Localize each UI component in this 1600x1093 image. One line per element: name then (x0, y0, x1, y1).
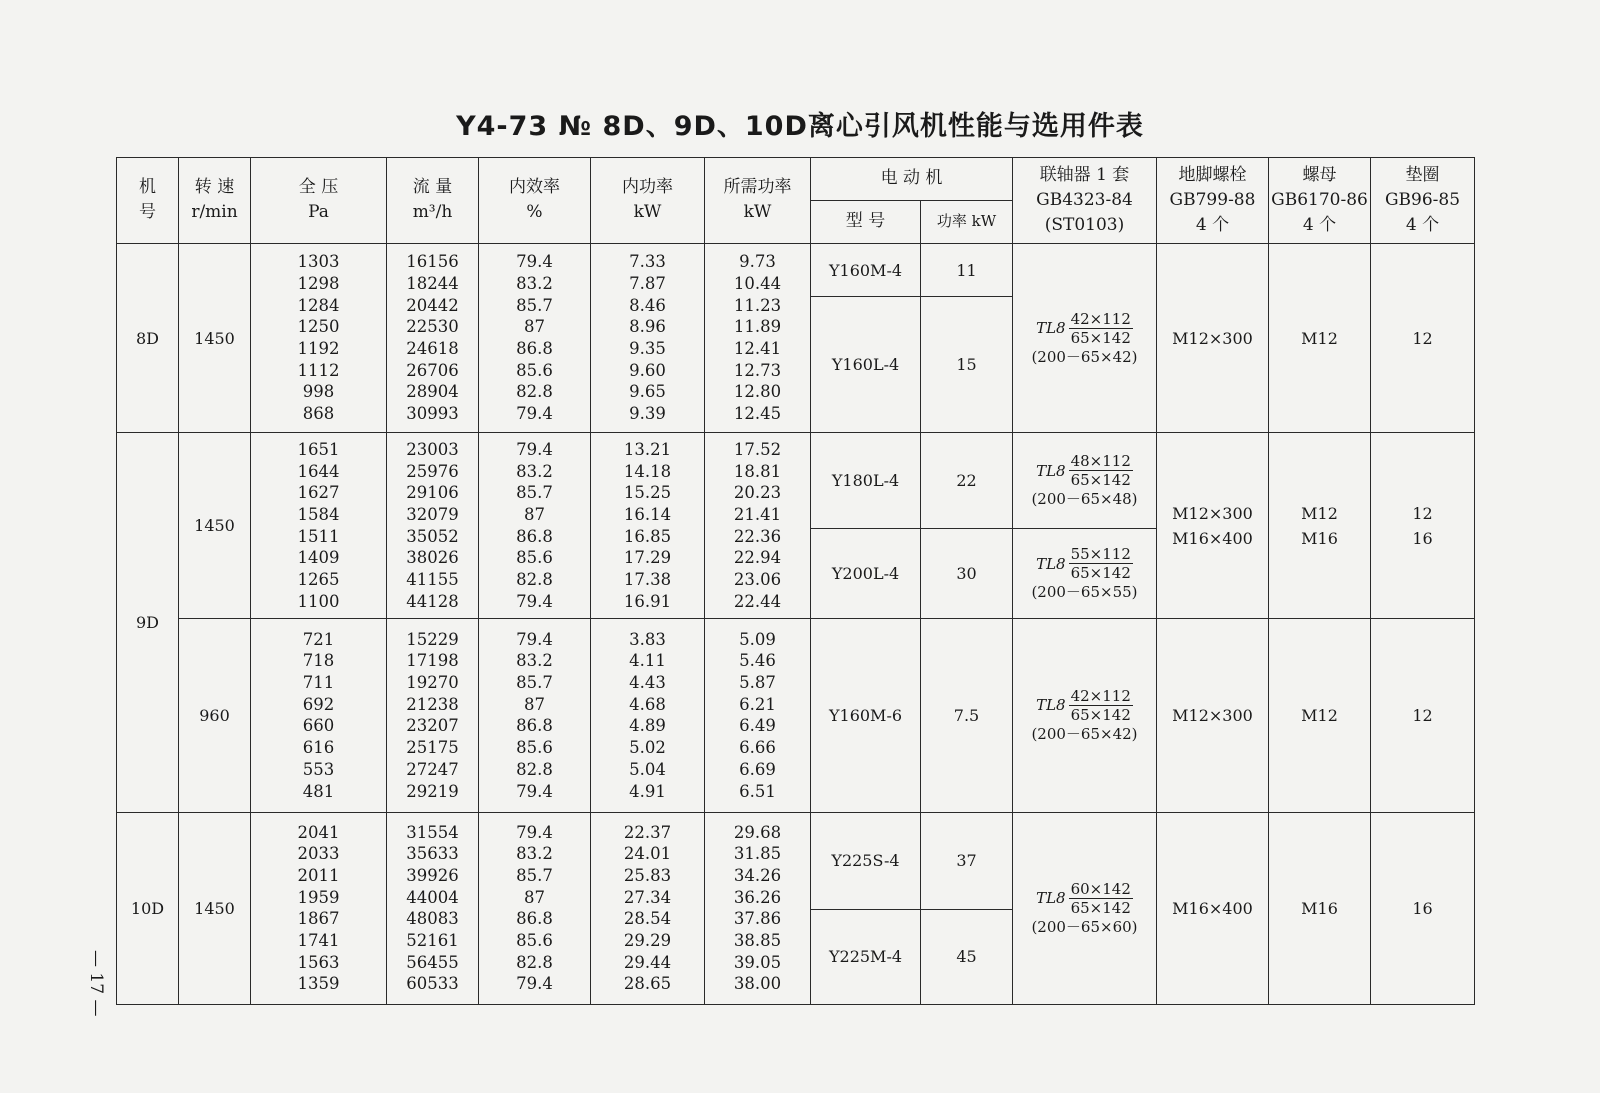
cell-value: 17198 (406, 651, 459, 671)
cell-efficiency (479, 433, 591, 619)
cell-washer: 12 (1371, 243, 1475, 432)
cell-value: 12.45 (733, 404, 782, 424)
cell-value: 85.7 (516, 295, 553, 315)
cell-value: 18244 (406, 273, 459, 293)
cell-value: 23003 (406, 439, 459, 459)
cell-flow (387, 433, 479, 619)
header-flow: 流 量 m³/h (387, 158, 479, 244)
cell-inner-power (591, 619, 705, 812)
cell-value: 6.66 (739, 738, 776, 758)
header-coupling: 联轴器 1 套 GB4323-84 (ST0103) (1013, 158, 1157, 244)
cell-required-power (705, 619, 811, 812)
cell-bolt: M12×300 (1157, 619, 1269, 812)
cell-value: 1651 (297, 439, 340, 459)
cell-nut: M16 (1269, 812, 1371, 1004)
cell-value: 3.83 (629, 629, 666, 649)
cell-value: 83.2 (516, 844, 553, 864)
cell-inner-power (591, 812, 705, 1004)
cell-value: 711 (302, 673, 335, 693)
cell-value: 25175 (406, 738, 459, 758)
cell-required-power (705, 812, 811, 1004)
header-jihao: 机 号 (117, 158, 179, 244)
cell-value: 37.86 (733, 909, 782, 929)
cell-value: 48083 (406, 909, 459, 929)
cell-value: 85.7 (516, 483, 553, 503)
cell-flow (387, 812, 479, 1004)
cell-value: 6.51 (739, 781, 776, 801)
cell-value: 79.4 (516, 822, 553, 842)
cell-motor-model: Y160L-4 (811, 297, 921, 433)
header-motor-power: 功率 kW (921, 200, 1013, 243)
cell-value: 1409 (297, 548, 340, 568)
cell-nut: M12 (1269, 243, 1371, 432)
cell-value: 29.44 (623, 952, 672, 972)
cell-value: 86.8 (516, 526, 553, 546)
cell-value: 5.02 (629, 738, 666, 758)
cell-motor-power: 15 (921, 297, 1013, 433)
cell-jihao: 9D (117, 433, 179, 813)
cell-value: 2041 (297, 822, 340, 842)
cell-value: 20442 (406, 295, 459, 315)
table-row (117, 619, 1475, 812)
cell-value: 35052 (406, 526, 459, 546)
cell-value: 38.85 (733, 931, 782, 951)
cell-value: 87 (524, 694, 545, 714)
cell-value: 12.80 (733, 382, 782, 402)
cell-value: 38.00 (733, 974, 782, 994)
cell-value: 1741 (297, 931, 340, 951)
header-motor: 电 动 机 (811, 158, 1013, 201)
cell-inner-power (591, 243, 705, 432)
cell-motor-model: Y225S-4 (811, 812, 921, 909)
cell-bolt: M12×300 M16×400 (1157, 433, 1269, 619)
cell-speed: 1450 (179, 433, 251, 619)
cell-pressure (251, 812, 387, 1004)
table-row (117, 433, 1475, 529)
cell-pressure (251, 243, 387, 432)
cell-value: 5.46 (739, 651, 776, 671)
cell-inner-power (591, 433, 705, 619)
cell-efficiency (479, 619, 591, 812)
cell-value: 1644 (297, 461, 340, 481)
cell-value: 82.8 (516, 952, 553, 972)
cell-value: 22.37 (623, 822, 672, 842)
cell-value: 10.44 (733, 273, 782, 293)
cell-value: 86.8 (516, 716, 553, 736)
cell-required-power (705, 433, 811, 619)
cell-value: 1511 (297, 526, 340, 546)
cell-value: 11.23 (733, 295, 782, 315)
cell-value: 31.85 (733, 844, 782, 864)
cell-value: 35633 (406, 844, 459, 864)
cell-washer: 12 16 (1371, 433, 1475, 619)
cell-value: 1627 (297, 483, 340, 503)
cell-value: 1563 (297, 952, 340, 972)
cell-value: 82.8 (516, 382, 553, 402)
cell-value: 9.39 (629, 404, 666, 424)
cell-bolt: M12×300 (1157, 243, 1269, 432)
cell-value: 718 (302, 651, 335, 671)
cell-motor-power: 30 (921, 529, 1013, 619)
cell-value: 22530 (406, 317, 459, 337)
cell-value: 85.6 (516, 548, 553, 568)
cell-value: 2033 (297, 844, 340, 864)
cell-value: 29.68 (733, 822, 782, 842)
cell-value: 1265 (297, 570, 340, 590)
cell-motor-model: Y160M-6 (811, 619, 921, 812)
page-title: Y4-73 № 8D、9D、10D离心引风机性能与选用件表 (456, 111, 1144, 142)
cell-value: 79.4 (516, 781, 553, 801)
cell-value: 38026 (406, 548, 459, 568)
cell-value: 6.69 (739, 759, 776, 779)
cell-value: 1192 (297, 339, 340, 359)
cell-value: 86.8 (516, 339, 553, 359)
cell-value: 29.29 (623, 931, 672, 951)
cell-required-power (705, 243, 811, 432)
cell-value: 28.54 (623, 909, 672, 929)
cell-value: 17.38 (623, 570, 672, 590)
cell-jihao: 10D (117, 812, 179, 1004)
cell-value: 82.8 (516, 570, 553, 590)
cell-value: 4.89 (629, 716, 666, 736)
cell-value: 44128 (406, 591, 459, 611)
cell-value: 1359 (297, 974, 340, 994)
cell-value: 85.6 (516, 360, 553, 380)
cell-value: 25976 (406, 461, 459, 481)
cell-value: 868 (302, 404, 335, 424)
cell-value: 39926 (406, 865, 459, 885)
cell-value: 18.81 (733, 461, 782, 481)
cell-value: 616 (302, 738, 335, 758)
header-inner-power: 内功率 kW (591, 158, 705, 244)
cell-value: 1250 (297, 317, 340, 337)
cell-value: 30993 (406, 404, 459, 424)
cell-value: 5.87 (739, 673, 776, 693)
cell-value: 15.25 (623, 483, 672, 503)
cell-value: 4.91 (629, 781, 666, 801)
cell-value: 2011 (297, 865, 340, 885)
cell-value: 553 (302, 759, 335, 779)
cell-value: 23207 (406, 716, 459, 736)
cell-motor-model: Y225M-4 (811, 909, 921, 1004)
cell-value: 14.18 (623, 461, 672, 481)
cell-value: 16.14 (623, 505, 672, 525)
cell-value: 16156 (406, 252, 459, 272)
cell-value: 39.05 (733, 952, 782, 972)
header-pressure: 全 压 Pa (251, 158, 387, 244)
cell-value: 6.49 (739, 716, 776, 736)
cell-value: 1959 (297, 887, 340, 907)
cell-value: 79.4 (516, 404, 553, 424)
cell-flow (387, 619, 479, 812)
header-washer: 垫圈 GB96-85 4 个 (1371, 158, 1475, 244)
cell-motor-model: Y200L-4 (811, 529, 921, 619)
cell-value: 1298 (297, 273, 340, 293)
cell-value: 4.43 (629, 673, 666, 693)
cell-value: 85.7 (516, 673, 553, 693)
header-motor-model: 型 号 (811, 200, 921, 243)
cell-value: 24618 (406, 339, 459, 359)
cell-value: 9.65 (629, 382, 666, 402)
cell-value: 32079 (406, 505, 459, 525)
cell-flow (387, 243, 479, 432)
cell-value: 21.41 (733, 505, 782, 525)
cell-value: 23.06 (733, 570, 782, 590)
cell-value: 5.04 (629, 759, 666, 779)
cell-value: 31554 (406, 822, 459, 842)
cell-value: 12.41 (733, 339, 782, 359)
cell-speed: 960 (179, 619, 251, 812)
cell-washer: 16 (1371, 812, 1475, 1004)
page-number: — 17 — (86, 950, 106, 1017)
cell-value: 83.2 (516, 273, 553, 293)
cell-value: 56455 (406, 952, 459, 972)
cell-value: 481 (302, 781, 335, 801)
cell-value: 26706 (406, 360, 459, 380)
cell-value: 16.85 (623, 526, 672, 546)
cell-value: 6.21 (739, 694, 776, 714)
cell-value: 17.29 (623, 548, 672, 568)
cell-value: 1284 (297, 295, 340, 315)
cell-value: 85.7 (516, 865, 553, 885)
cell-value: 34.26 (733, 865, 782, 885)
cell-value: 25.83 (623, 865, 672, 885)
cell-value: 1867 (297, 909, 340, 929)
cell-value: 9.35 (629, 339, 666, 359)
cell-value: 79.4 (516, 439, 553, 459)
cell-efficiency (479, 812, 591, 1004)
cell-motor-power: 37 (921, 812, 1013, 909)
cell-value: 85.6 (516, 931, 553, 951)
cell-coupling: TL8 $\frac{42\times 112}{65\times 142}$ (200－65×42) (1013, 619, 1157, 812)
cell-value: 16.91 (623, 591, 672, 611)
cell-value: 21238 (406, 694, 459, 714)
cell-motor-power: 22 (921, 433, 1013, 529)
cell-value: 9.73 (739, 252, 776, 272)
cell-value: 28904 (406, 382, 459, 402)
cell-value: 27247 (406, 759, 459, 779)
cell-value: 1303 (297, 252, 340, 272)
cell-value: 44004 (406, 887, 459, 907)
cell-value: 52161 (406, 931, 459, 951)
cell-value: 4.11 (629, 651, 666, 671)
cell-motor-power: 45 (921, 909, 1013, 1004)
cell-value: 36.26 (733, 887, 782, 907)
cell-nut: M12 M16 (1269, 433, 1371, 619)
cell-jihao: 8D (117, 243, 179, 432)
cell-motor-power: 7.5 (921, 619, 1013, 812)
cell-value: 1112 (297, 360, 340, 380)
fan-performance-table (116, 157, 1475, 1005)
cell-value: 5.09 (739, 629, 776, 649)
cell-coupling: TL8 $\frac{48\times 112}{65\times 142}$ (200－65×48) (1013, 433, 1157, 529)
cell-bolt: M16×400 (1157, 812, 1269, 1004)
cell-value: 4.68 (629, 694, 666, 714)
cell-value: 29106 (406, 483, 459, 503)
cell-coupling: TL8 $\frac{60\times 142}{65\times 142}$ (200－65×60) (1013, 812, 1157, 1004)
cell-value: 22.94 (733, 548, 782, 568)
header-bolt: 地脚螺栓 GB799-88 4 个 (1157, 158, 1269, 244)
cell-value: 79.4 (516, 591, 553, 611)
cell-value: 8.96 (629, 317, 666, 337)
cell-value: 79.4 (516, 974, 553, 994)
cell-value: 27.34 (623, 887, 672, 907)
header-required-power: 所需功率 kW (705, 158, 811, 244)
cell-value: 87 (524, 887, 545, 907)
cell-motor-model: Y160M-4 (811, 243, 921, 296)
cell-value: 86.8 (516, 909, 553, 929)
header-nut: 螺母 GB6170-86 4 个 (1269, 158, 1371, 244)
cell-value: 60533 (406, 974, 459, 994)
table-row (117, 243, 1475, 296)
cell-value: 17.52 (733, 439, 782, 459)
header-speed: 转 速 r/min (179, 158, 251, 244)
cell-value: 87 (524, 317, 545, 337)
header-efficiency: 内效率 % (479, 158, 591, 244)
cell-value: 85.6 (516, 738, 553, 758)
cell-value: 79.4 (516, 252, 553, 272)
cell-value: 8.46 (629, 295, 666, 315)
cell-value: 87 (524, 505, 545, 525)
cell-value: 15229 (406, 629, 459, 649)
cell-value: 79.4 (516, 629, 553, 649)
cell-value: 13.21 (623, 439, 672, 459)
cell-pressure (251, 433, 387, 619)
cell-value: 1584 (297, 505, 340, 525)
cell-value: 9.60 (629, 360, 666, 380)
cell-value: 12.73 (733, 360, 782, 380)
cell-washer: 12 (1371, 619, 1475, 812)
cell-value: 7.87 (629, 273, 666, 293)
table-row (117, 812, 1475, 909)
cell-value: 83.2 (516, 461, 553, 481)
cell-coupling: TL8 $\frac{55\times 112}{65\times 142}$ (200－65×55) (1013, 529, 1157, 619)
cell-value: 1100 (297, 591, 340, 611)
cell-speed: 1450 (179, 812, 251, 1004)
cell-value: 41155 (406, 570, 459, 590)
cell-pressure (251, 619, 387, 812)
cell-efficiency (479, 243, 591, 432)
cell-value: 660 (302, 716, 335, 736)
cell-value: 19270 (406, 673, 459, 693)
cell-coupling: TL8 $\frac{42\times 112}{65\times 142}$ (200－65×42) (1013, 243, 1157, 432)
cell-motor-power: 11 (921, 243, 1013, 296)
cell-value: 22.44 (733, 591, 782, 611)
cell-value: 29219 (406, 781, 459, 801)
cell-value: 11.89 (733, 317, 782, 337)
cell-value: 83.2 (516, 651, 553, 671)
cell-nut: M12 (1269, 619, 1371, 812)
cell-speed: 1450 (179, 243, 251, 432)
cell-value: 721 (302, 629, 335, 649)
cell-motor-model: Y180L-4 (811, 433, 921, 529)
cell-value: 82.8 (516, 759, 553, 779)
cell-value: 28.65 (623, 974, 672, 994)
cell-value: 24.01 (623, 844, 672, 864)
cell-value: 22.36 (733, 526, 782, 546)
cell-value: 998 (302, 382, 335, 402)
cell-value: 7.33 (629, 252, 666, 272)
cell-value: 692 (302, 694, 335, 714)
cell-value: 20.23 (733, 483, 782, 503)
